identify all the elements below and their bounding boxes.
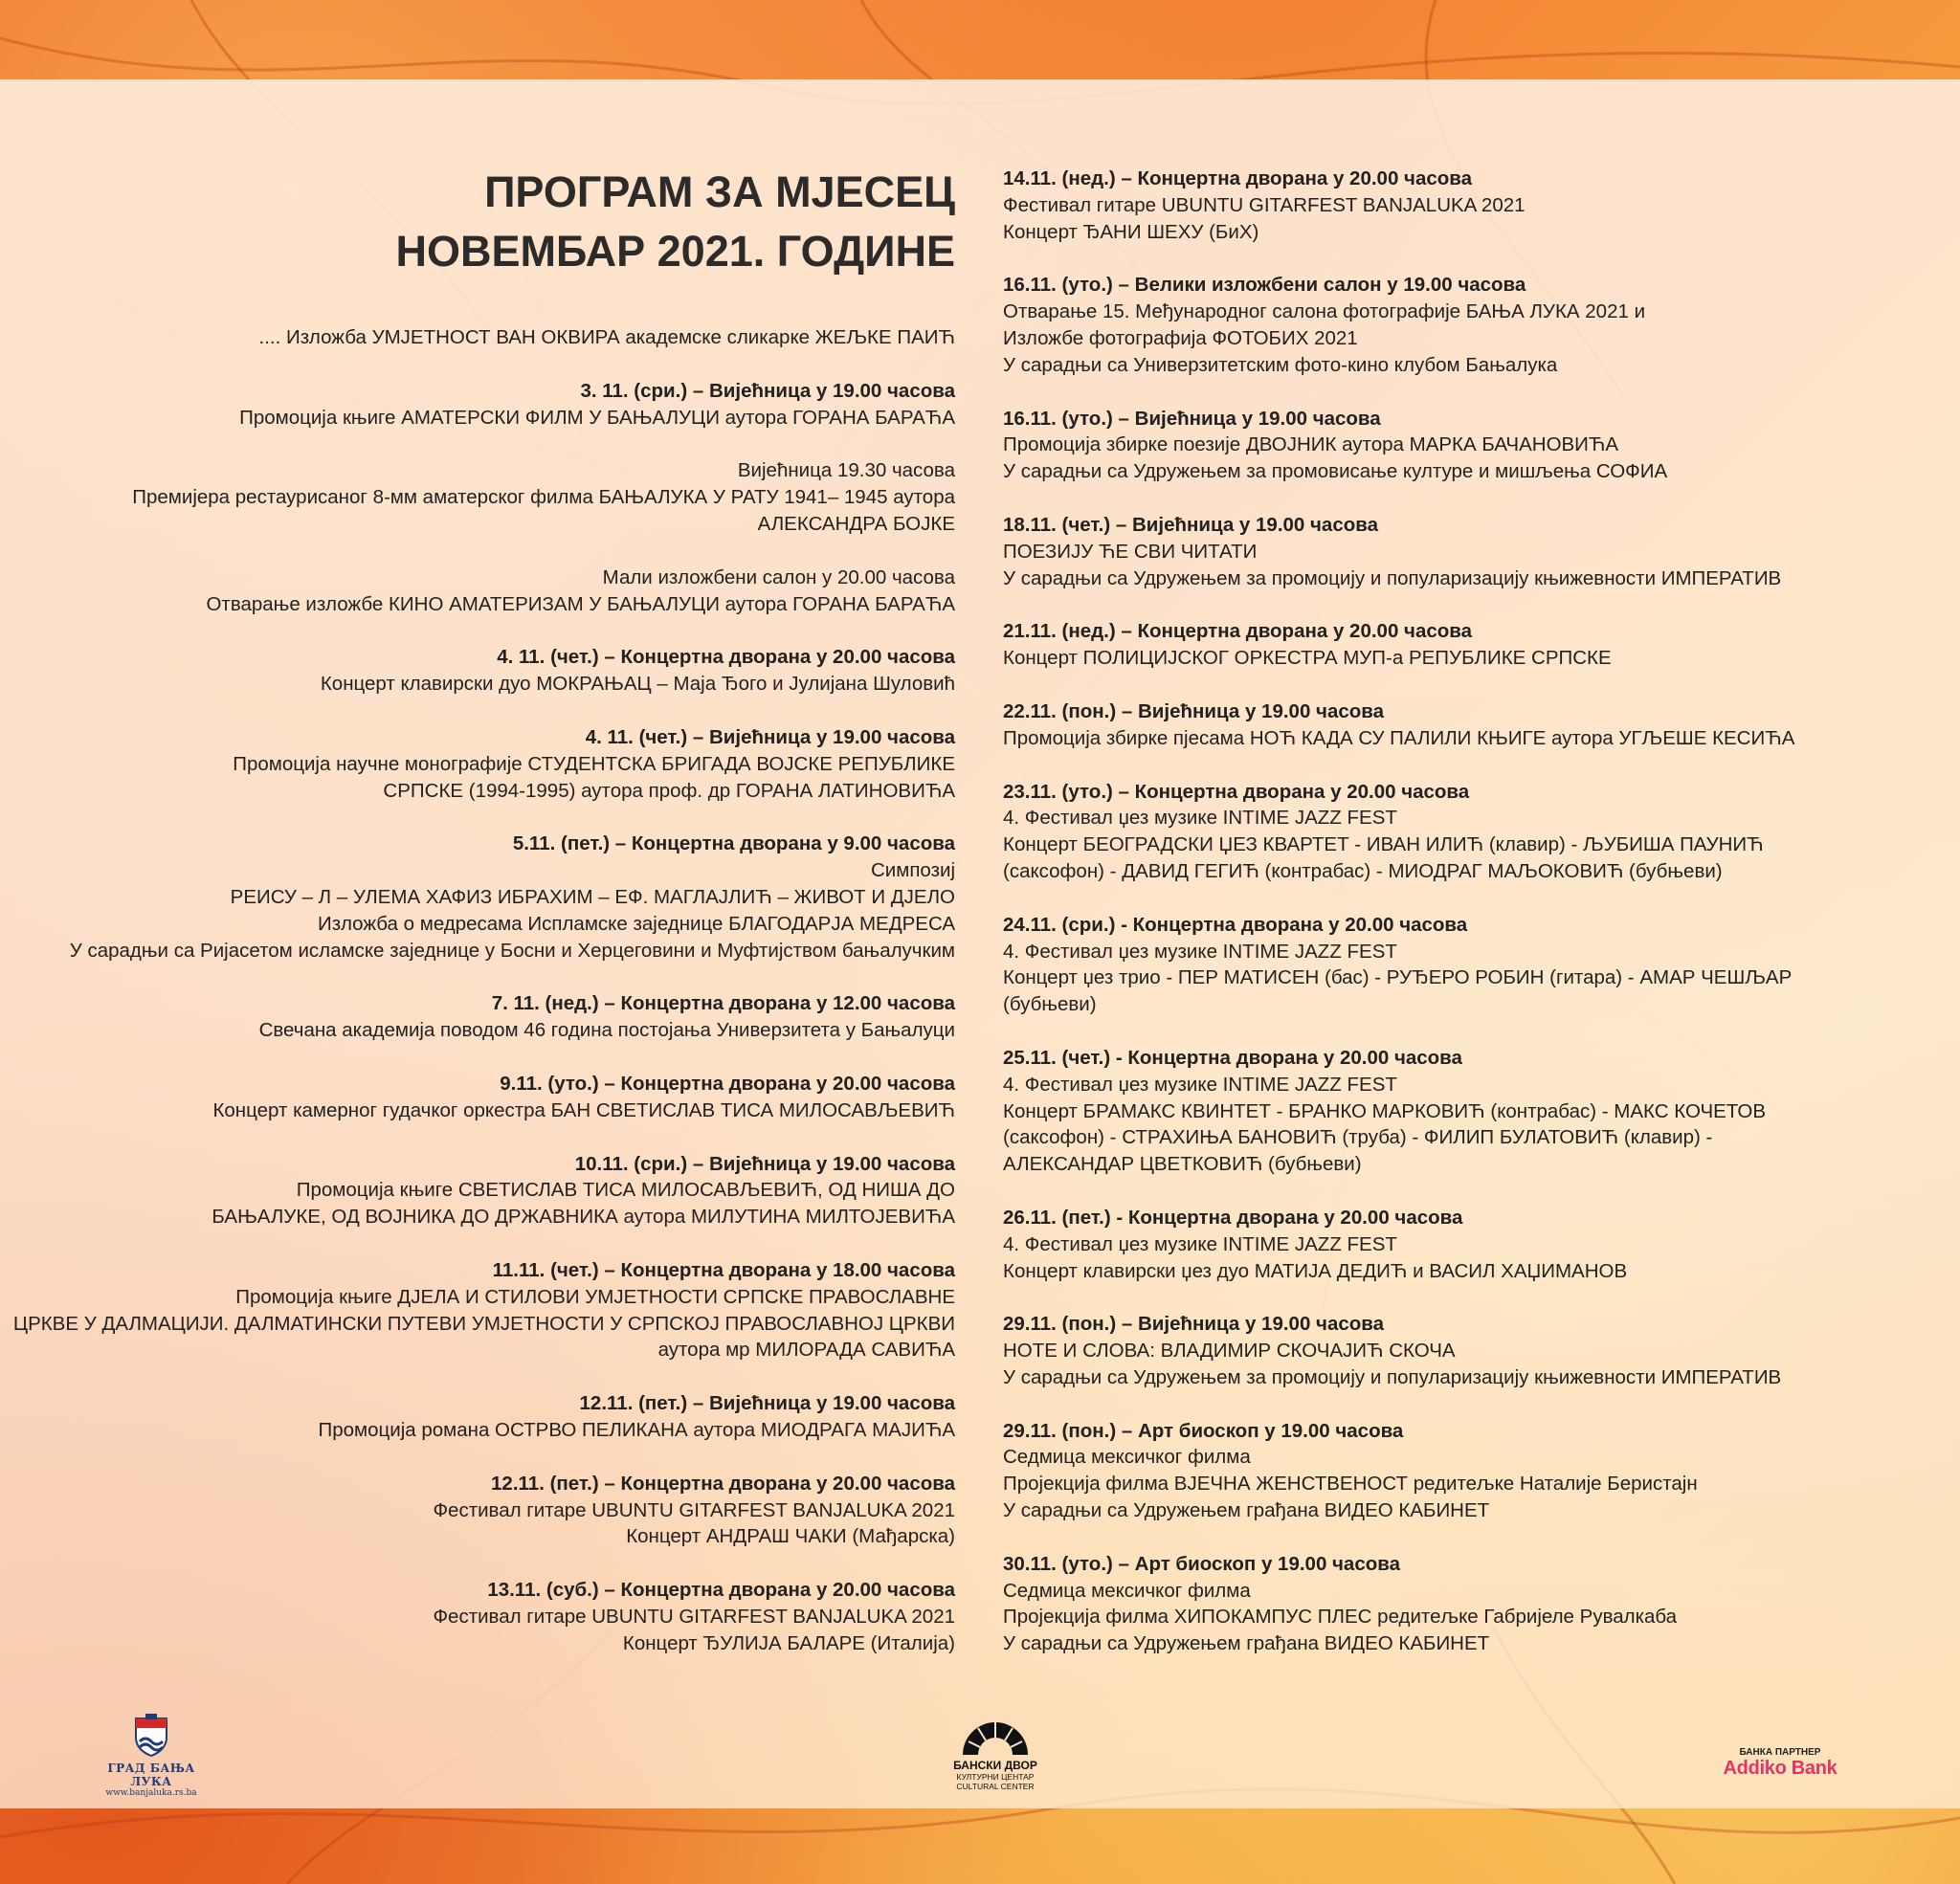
program-event (0, 378, 955, 432)
event-line: Концерт ЂАНИ ШЕХУ (БиХ) (1003, 220, 1259, 243)
event-line: Седмица мексичког филма (1003, 1446, 1251, 1469)
event-line: аутора мр МИЛОРАДА САВИЋА (657, 1339, 955, 1362)
program-event (0, 724, 955, 804)
event-line: Фестивал гитаре UBUNTU GITARFEST BANJALUKA 2021 (1003, 193, 1526, 216)
event-heading: 29.11. (пон.) – Арт биоскоп у 19.00 часова (1003, 1419, 1404, 1442)
program-event (1003, 779, 1922, 885)
title-line-2: НОВЕМБАР 2021. ГОДИНЕ (395, 227, 955, 276)
event-line: ЦРКВЕ У ДАЛМАЦИЈИ. ДАЛМАТИНСКИ ПУТЕВИ УМЈЕТНОСТИ У СРПСКОЈ ПРАВОСЛАВНОЈ ЦРКВИ (12, 1312, 955, 1335)
program-event (0, 1071, 955, 1124)
event-line: Промоција научне монографије СТУДЕНТСКА БРИГАДА ВОЈСКЕ РЕПУБЛИКЕ (233, 752, 955, 775)
event-line: Фестивал гитаре UBUNTU GITARFEST BANJALUKA 2021 (433, 1605, 955, 1628)
event-line: АЛЕКСАНДРА БОЈКЕ (757, 512, 955, 535)
event-heading: 16.11. (уто.) – Велики изложбени салон у 19.00 часова (1003, 274, 1526, 297)
event-line: .... Изложба УМЈЕТНОСТ ВАН ОКВИРА академске сликарке ЖЕЉКЕ ПАИЋ (258, 326, 955, 348)
program-event (0, 1257, 955, 1363)
event-heading: 7. 11. (нед.) – Концертна дворана у 12.00 часова (491, 992, 955, 1015)
event-line: 4. Фестивал џез музике INTIME JAZZ FEST (1003, 807, 1397, 830)
event-line: У сарадњи са Удружењем за промоцију и популаризацију књижевности ИМПЕРАТИВ (1003, 1365, 1782, 1388)
partner-bank-logo (1718, 1747, 1842, 1780)
event-line: Промоција збирке поезије ДВОЈНИК аутора МАРКА БАЧАНОВИЋА (1003, 433, 1619, 456)
right-program-column (1003, 166, 1922, 1684)
program-event (1003, 1311, 1922, 1390)
event-line: У сарадњи са Удружењем грађана ВИДЕО КАБИНЕТ (1003, 1499, 1490, 1522)
partner-label: БАНКА ПАРТНЕР (1739, 1747, 1821, 1758)
event-heading: 5.11. (пет.) – Концертна дворана у 9.00 часова (512, 832, 955, 855)
event-line: Изложбе фотографија ФОТОБИХ 2021 (1003, 326, 1358, 349)
city-logo-name: ГРАД БАЊА ЛУКА (107, 1762, 195, 1788)
event-heading: 25.11. (чет.) - Концертна дворана у 20.00 часова (1003, 1046, 1462, 1069)
program-event (0, 324, 955, 351)
city-coat-of-arms-icon (132, 1713, 170, 1757)
event-line: (саксофон) - СТРАХИЊА БАНОВИЋ (труба) - ФИЛИП БУЛАТОВИЋ (клавир) - (1003, 1126, 1713, 1149)
city-logo (94, 1713, 209, 1798)
event-heading: 12.11. (пет.) – Вијећница у 19.00 часова (579, 1392, 955, 1415)
event-heading: 29.11. (пон.) – Вијећница у 19.00 часова (1003, 1313, 1384, 1336)
program-event (1003, 272, 1922, 378)
program-event (0, 565, 955, 618)
event-line: БАЊАЛУКЕ, ОД ВОЈНИКА ДО ДРЖАВНИКА аутора МИЛУТИНА МИЛТОЈЕВИЋА (212, 1206, 955, 1229)
program-event (1003, 1551, 1922, 1657)
event-heading: 16.11. (уто.) – Вијећница у 19.00 часова (1003, 407, 1381, 430)
program-event (0, 1577, 955, 1656)
program-event (1003, 1205, 1922, 1284)
event-line: НОТЕ И СЛОВА: ВЛАДИМИР СКОЧАЈИЋ СКОЧА (1003, 1340, 1456, 1363)
left-program-column (0, 324, 955, 1683)
program-event (1003, 512, 1922, 591)
event-line: Концерт БРАМАКС КВИНТЕТ - БРАНКО МАРКОВИЋ (контрабас) - МАКС КОЧЕТОВ (1003, 1099, 1766, 1122)
event-line: Вијећница 19.30 часова (737, 459, 955, 482)
event-line: У сарадњи са Удружењем за промовисање културе и мишљења СОФИА (1003, 460, 1668, 483)
event-line: Концерт клавирски дуо МОКРАЊАЦ – Маја Ђого и Јулијана Шуловић (320, 673, 955, 696)
event-heading: 14.11. (нед.) – Концертна дворана у 20.00 часова (1003, 167, 1473, 189)
event-heading: 3. 11. (сри.) – Вијећница у 19.00 часова (580, 379, 955, 402)
program-event (1003, 698, 1922, 752)
event-line: ПОЕЗИЈУ ЋЕ СВИ ЧИТАТИ (1003, 540, 1258, 563)
banski-dvor-name: БАНСКИ ДВОР (953, 1759, 1037, 1772)
event-line: Изложба о медресама Испламске заједнице БЛАГОДАРЈА МЕДРЕСА (318, 912, 955, 935)
event-heading: 10.11. (сри.) – Вијећница у 19.00 часова (574, 1152, 955, 1175)
event-line: Концерт АНДРАШ ЧАКИ (Мађарска) (626, 1525, 955, 1548)
event-line: АЛЕКСАНДАР ЦВЕТКОВИЋ (бубњеви) (1003, 1153, 1362, 1176)
program-event (0, 990, 955, 1044)
event-line: Симпозиј (870, 859, 955, 882)
program-event (0, 457, 955, 537)
event-heading: 23.11. (уто.) – Концертна дворана у 20.00 часова (1003, 780, 1470, 803)
title-line-1: ПРОГРАМ ЗА МЈЕСЕЦ (484, 167, 955, 216)
event-line: Промоција књиге ДЈЕЛА И СТИЛОВИ УМЈЕТНОСТИ СРПСКЕ ПРАВОСЛАВНЕ (235, 1285, 955, 1308)
banski-dvor-line3: CULTURAL CENTER (956, 1782, 1035, 1791)
event-line: РЕИСУ – Л – УЛЕМА ХАФИЗ ИБРАХИМ – ЕФ. МАГЛАЈЛИЋ – ЖИВОТ И ДЈЕЛО (230, 885, 955, 908)
event-heading: 11.11. (чет.) – Концертна дворана у 18.00 часова (492, 1258, 955, 1281)
program-event (0, 1390, 955, 1444)
program-event (0, 1471, 955, 1550)
event-line: Отварање изложбе КИНО АМАТЕРИЗАМ У БАЊАЛУЦИ аутора ГОРАНА БАРАЋА (206, 592, 955, 615)
event-line: Промоција књиге СВЕТИСЛАВ ТИСА МИЛОСАВЉЕВИЋ, ОД НИША ДО (296, 1179, 955, 1202)
event-line: Концерт клавирски џез дуо МАТИЈА ДЕДИЋ и ВАСИЛ ХАЏИМАНОВ (1003, 1259, 1628, 1282)
program-event (1003, 166, 1922, 245)
event-heading: 12.11. (пет.) – Концертна дворана у 20.00 часова (491, 1472, 955, 1495)
program-event (0, 644, 955, 698)
event-line: Пројекција филма ВЈЕЧНА ЖЕНСТВЕНОСТ редитељке Наталије Беристајн (1003, 1473, 1698, 1496)
banski-dvor-arch-icon (957, 1713, 1034, 1755)
event-line: У сарадњи са Удружењем за промоцију и популаризацију књижевности ИМПЕРАТИВ (1003, 566, 1782, 589)
program-event (1003, 1418, 1922, 1524)
event-heading: 18.11. (чет.) – Вијећница у 19.00 часова (1003, 513, 1378, 536)
event-line: Концерт ЂУЛИЈА БАЛАРЕ (Италија) (622, 1631, 955, 1654)
program-event (0, 1151, 955, 1230)
event-line: 4. Фестивал џез музике INTIME JAZZ FEST (1003, 1232, 1397, 1255)
event-line: Промоција књиге АМАТЕРСКИ ФИЛМ У БАЊАЛУЦИ аутора ГОРАНА БАРАЋА (239, 406, 955, 429)
event-line: Концерт ПОЛИЦИЈСКОГ ОРКЕСТРА МУП-а РЕПУБЛИКЕ СРПСКЕ (1003, 647, 1612, 670)
event-line: Отварање 15. Међународног салона фотографије БАЊА ЛУКА 2021 и (1003, 300, 1646, 323)
event-heading: 22.11. (пон.) – Вијећница у 19.00 часова (1003, 699, 1384, 722)
program-event (1003, 618, 1922, 672)
event-heading: 13.11. (суб.) – Концертна дворана у 20.00 часова (487, 1579, 955, 1602)
program-event (1003, 912, 1922, 1018)
program-event (1003, 1045, 1922, 1178)
addiko-bank-name: Addiko Bank (1723, 1758, 1838, 1779)
event-heading: 21.11. (нед.) – Концертна дворана у 20.00 часова (1003, 620, 1473, 643)
banski-dvor-logo (928, 1713, 1062, 1791)
event-heading: 4. 11. (чет.) – Вијећница у 19.00 часова (585, 725, 955, 748)
program-event (1003, 406, 1922, 485)
event-heading: 24.11. (сри.) - Концертна дворана у 20.00 часова (1003, 913, 1468, 936)
event-line: У сарадњи са Ријасетом исламске заједнице у Босни и Херцеговини и Муфтијством бањалучким (69, 939, 955, 962)
program-event (0, 831, 955, 964)
event-line: Премијера рестаурисаног 8-мм аматерског филма БАЊАЛУКА У РАТУ 1941– 1945 аутора (132, 486, 955, 509)
event-line: Мали изложбени салон у 20.00 часова (602, 565, 955, 588)
event-line: 4. Фестивал џез музике INTIME JAZZ FEST (1003, 1073, 1397, 1096)
event-heading: 4. 11. (чет.) – Концертна дворана у 20.00 часова (497, 646, 955, 669)
event-line: Седмица мексичког филма (1003, 1579, 1251, 1602)
event-line: Свечана академија поводом 46 година постојања Универзитета у Бањалуци (258, 1019, 955, 1042)
event-line: Пројекција филма ХИПОКАМПУС ПЛЕС редитељке Габријеле Рувалкаба (1003, 1606, 1678, 1629)
event-line: 4. Фестивал џез музике INTIME JAZZ FEST (1003, 940, 1397, 963)
event-line: Промоција романа ОСТРВО ПЕЛИКАНА аутора МИОДРАГА МАЈИЋА (318, 1418, 955, 1441)
event-heading: 9.11. (уто.) – Концертна дворана у 20.00 часова (500, 1072, 955, 1095)
banski-dvor-line2: КУЛТУРНИ ЦЕНТАР (956, 1772, 1035, 1782)
event-line: У сарадњи са Удружењем грађана ВИДЕО КАБИНЕТ (1003, 1632, 1490, 1655)
event-line: СРПСКЕ (1994-1995) аутора проф. др ГОРАНА ЛАТИНОВИЋА (383, 779, 955, 802)
event-line: (саксофон) - ДАВИД ГЕГИЋ (контрабас) - МИОДРАГ МАЉОКОВИЋ (бубњеви) (1003, 859, 1723, 882)
city-logo-url: www.banjaluka.rs.ba (105, 1788, 197, 1798)
event-heading: 30.11. (уто.) – Арт биоскоп у 19.00 часова (1003, 1552, 1400, 1575)
event-line: У сарадњи са Универзитетским фото-кино клубом Бањалука (1003, 353, 1558, 376)
page-title (285, 163, 955, 281)
event-line: (бубњеви) (1003, 993, 1097, 1016)
event-heading: 26.11. (пет.) - Концертна дворана у 20.00 часова (1003, 1206, 1463, 1229)
event-line: Фестивал гитаре UBUNTU GITARFEST BANJALUKA 2021 (433, 1498, 955, 1521)
event-line: Концерт камерног гудачког оркестра БАН СВЕТИСЛАВ ТИСА МИЛОСАВЉЕВИЋ (212, 1098, 955, 1121)
event-line: Концерт џез трио - ПЕР МАТИСЕН (бас) - РУЂЕРО РОБИН (гитара) - АМАР ЧЕШЉАР (1003, 966, 1793, 989)
event-line: Промоција збирке пјесама НОЋ КАДА СУ ПАЛИЛИ КЊИГЕ аутора УГЉЕШЕ КЕСИЋА (1003, 726, 1795, 749)
event-line: Концерт БЕОГРАДСКИ ЏЕЗ КВАРТЕТ - ИВАН ИЛИЋ (клавир) - ЉУБИША ПАУНИЋ (1003, 833, 1764, 856)
